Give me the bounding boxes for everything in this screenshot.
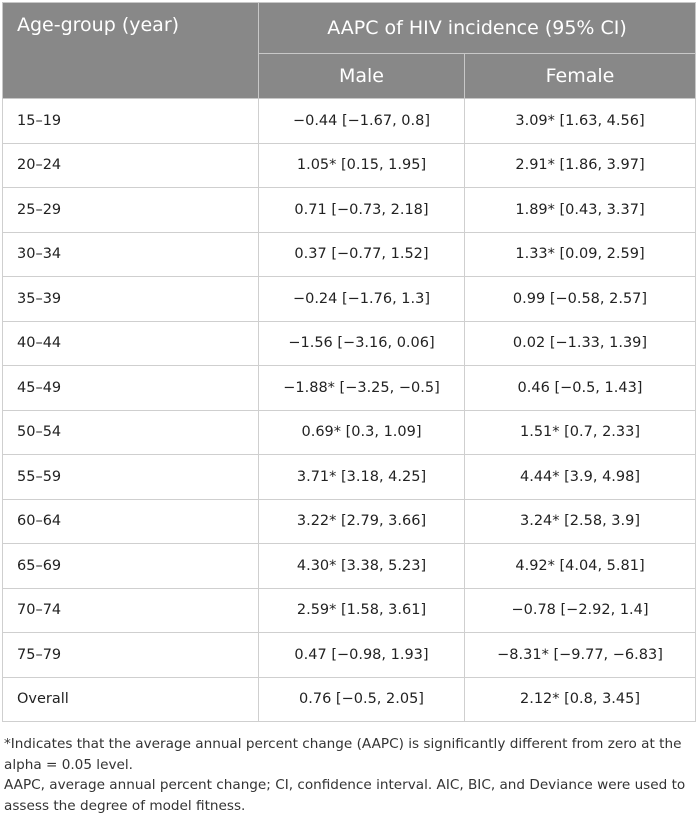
female-cell: 2.12* [0.8, 3.45]	[465, 677, 696, 722]
age-cell: 45–49	[3, 366, 259, 411]
male-cell: 0.37 [−0.77, 1.52]	[259, 232, 465, 277]
male-cell: 0.47 [−0.98, 1.93]	[259, 633, 465, 678]
age-cell: 40–44	[3, 321, 259, 366]
female-cell: 2.91* [1.86, 3.97]	[465, 143, 696, 188]
male-cell: 0.69* [0.3, 1.09]	[259, 410, 465, 455]
female-cell: 1.89* [0.43, 3.37]	[465, 188, 696, 233]
age-cell: 30–34	[3, 232, 259, 277]
age-cell: 20–24	[3, 143, 259, 188]
male-cell: −0.44 [−1.67, 0.8]	[259, 99, 465, 144]
female-cell: −0.78 [−2.92, 1.4]	[465, 588, 696, 633]
table-row	[3, 321, 696, 366]
male-cell: 1.05* [0.15, 1.95]	[259, 143, 465, 188]
male-cell: −1.56 [−3.16, 0.06]	[259, 321, 465, 366]
header-male: Male	[259, 54, 465, 99]
table-row	[3, 455, 696, 500]
age-cell: 50–54	[3, 410, 259, 455]
age-cell: Overall	[3, 677, 259, 722]
female-cell: −8.31* [−9.77, −6.83]	[465, 633, 696, 678]
table-row	[3, 366, 696, 411]
table-row	[3, 410, 696, 455]
table-footnotes	[4, 734, 694, 816]
table-row	[3, 633, 696, 678]
table-row	[3, 588, 696, 633]
table-row	[3, 277, 696, 322]
aapc-table	[2, 2, 696, 722]
female-cell: 1.51* [0.7, 2.33]	[465, 410, 696, 455]
male-cell: 0.71 [−0.73, 2.18]	[259, 188, 465, 233]
table-row	[3, 188, 696, 233]
header-aapc: AAPC of HIV incidence (95% CI)	[259, 3, 696, 54]
female-cell: 3.24* [2.58, 3.9]	[465, 499, 696, 544]
header-row	[3, 3, 696, 54]
female-cell: 4.92* [4.04, 5.81]	[465, 544, 696, 589]
age-cell: 35–39	[3, 277, 259, 322]
age-cell: 70–74	[3, 588, 259, 633]
female-cell: 0.02 [−1.33, 1.39]	[465, 321, 696, 366]
male-cell: −1.88* [−3.25, −0.5]	[259, 366, 465, 411]
female-cell: 3.09* [1.63, 4.56]	[465, 99, 696, 144]
significance-footnote: *Indicates that the average annual percent change (AAPC) is significantly different from zero at the alpha = 0.05 level.	[4, 736, 682, 773]
male-cell: 4.30* [3.38, 5.23]	[259, 544, 465, 589]
male-cell: 0.76 [−0.5, 2.05]	[259, 677, 465, 722]
table-row	[3, 499, 696, 544]
table-row	[3, 99, 696, 144]
age-cell: 75–79	[3, 633, 259, 678]
table-row	[3, 143, 696, 188]
female-cell: 4.44* [3.9, 4.98]	[465, 455, 696, 500]
male-cell: 3.22* [2.79, 3.66]	[259, 499, 465, 544]
age-cell: 55–59	[3, 455, 259, 500]
table-row	[3, 544, 696, 589]
male-cell: 2.59* [1.58, 3.61]	[259, 588, 465, 633]
female-cell: 1.33* [0.09, 2.59]	[465, 232, 696, 277]
age-cell: 65–69	[3, 544, 259, 589]
female-cell: 0.99 [−0.58, 2.57]	[465, 277, 696, 322]
female-cell: 0.46 [−0.5, 1.43]	[465, 366, 696, 411]
male-cell: 3.71* [3.18, 4.25]	[259, 455, 465, 500]
header-female: Female	[465, 54, 696, 99]
age-cell: 60–64	[3, 499, 259, 544]
table-row-overall	[3, 677, 696, 722]
abbreviations-footnote: AAPC, average annual percent change; CI, confidence interval. AIC, BIC, and Deviance were used to assess the degree of model fitness.	[4, 777, 686, 814]
age-cell: 25–29	[3, 188, 259, 233]
age-cell: 15–19	[3, 99, 259, 144]
table-row	[3, 232, 696, 277]
header-age-group: Age-group (year)	[3, 3, 259, 99]
male-cell: −0.24 [−1.76, 1.3]	[259, 277, 465, 322]
